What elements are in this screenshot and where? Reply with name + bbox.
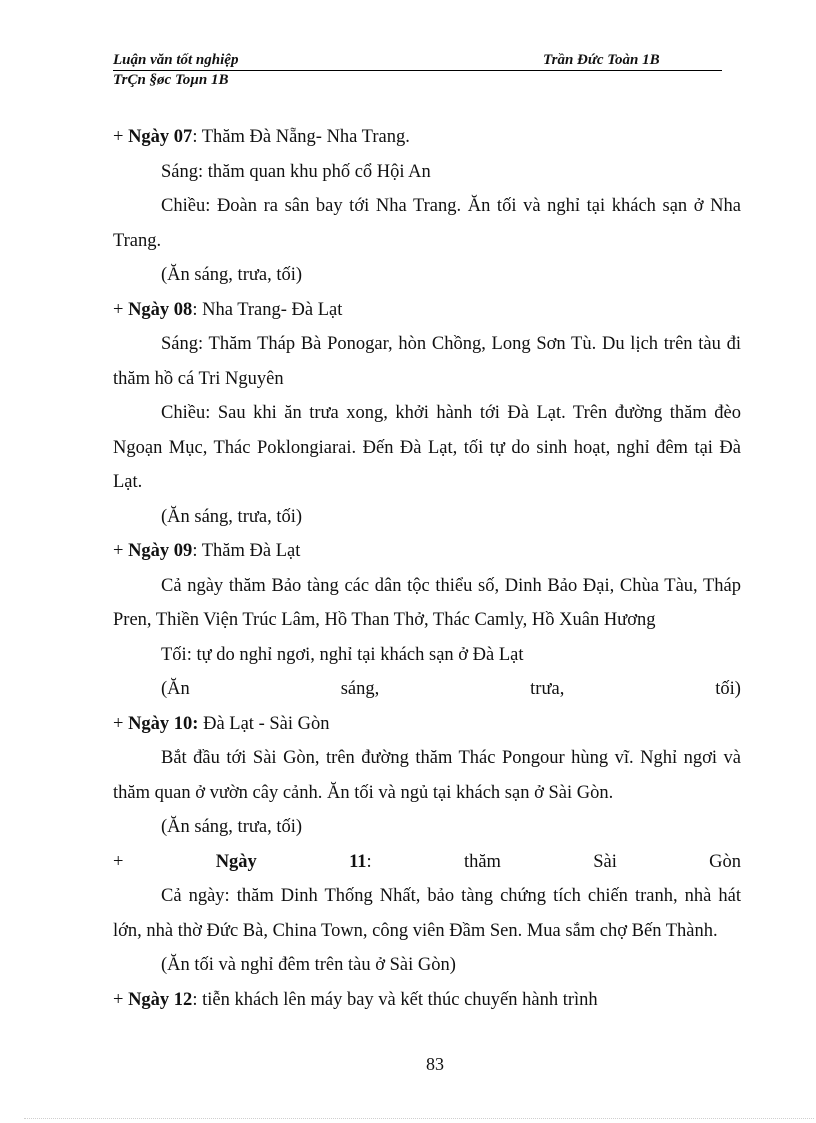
day-11-heading-word: thăm <box>463 851 501 872</box>
day-11-heading-word: Gòn <box>709 851 741 872</box>
day-08-morning: Sáng: Thăm Tháp Bà Ponogar, hòn Chồng, Long Sơn Tù. Du lịch trên tàu đi thăm hồ cá Tri Nguyên <box>113 334 741 389</box>
header-right: Trần Đức Toàn 1B <box>543 52 660 68</box>
day-09-title: : Thăm Đà Lạt <box>192 541 301 561</box>
day-09-prefix: + <box>113 541 129 561</box>
document-body <box>113 120 741 1017</box>
day-10-title: Đà Lạt - Sài Gòn <box>198 713 330 734</box>
day-07-title: : Thăm Đà Nẵng- Nha Trang. <box>192 127 410 147</box>
day-10-meals: (Ăn sáng, trưa, tối) <box>161 817 303 837</box>
day-11-colon: : <box>366 851 372 872</box>
day-09-meals-word: (Ăn <box>161 679 190 699</box>
day-09-meals-word: tối) <box>715 679 741 699</box>
day-11-heading-word: + <box>113 851 124 872</box>
day-12-title: : tiễn khách lên máy bay và kết thúc chuyến hành trình <box>192 989 598 1010</box>
day-12-label: Ngày 12 <box>128 989 193 1010</box>
day-09-meals <box>113 672 741 707</box>
day-11-label: Ngày <box>215 851 257 872</box>
day-11-number: 11 <box>349 851 367 872</box>
day-11-heading <box>113 845 741 880</box>
day-10-heading <box>113 707 741 742</box>
day-08-title: : Nha Trang- Đà Lạt <box>192 299 343 320</box>
header-left: Luận văn tốt nghiệp <box>113 52 239 68</box>
day-11-heading-word: Sài <box>593 851 617 872</box>
day-10-prefix: + <box>113 713 129 734</box>
day-09-meals-word: sáng, <box>340 679 380 699</box>
day-11-fullday: Cả ngày: thăm Dinh Thống Nhất, bảo tàng chứng tích chiến tranh, nhà hát lớn, nhà thờ Đức Bà, China Town, công viên Đầm Sen. Mua sắm chợ Bến Thành. <box>113 886 741 941</box>
day-07-afternoon: Chiều: Đoàn ra sân bay tới Nha Trang. Ăn tối và nghỉ tại khách sạn ở Nha Trang. <box>113 196 741 251</box>
day-08-heading <box>113 293 741 328</box>
day-07-label: Ngày 07 <box>128 127 193 147</box>
footer-divider <box>24 1118 814 1119</box>
day-10-label: Ngày 10: <box>128 713 199 734</box>
header-rule <box>113 70 722 71</box>
day-10-text: Bắt đầu tới Sài Gòn, trên đường thăm Thác Pongour hùng vĩ. Nghỉ ngơi và thăm quan ở vườn cây cảnh. Ăn tối và ngủ tại khách sạn ở Sài Gòn. <box>113 748 741 803</box>
day-09-fullday: Cả ngày thăm Bảo tàng các dân tộc thiểu số, Dinh Bảo Đại, Chùa Tàu, Tháp Pren, Thiền Viện Trúc Lâm, Hồ Than Thở, Thác Camly, Hồ Xuân Hương <box>113 575 741 630</box>
page-number: 83 <box>426 1054 444 1074</box>
day-09-label: Ngày 09 <box>128 541 193 561</box>
day-07-meals: (Ăn sáng, trưa, tối) <box>161 265 303 285</box>
day-08-prefix: + <box>113 299 129 320</box>
day-09-evening: Tối: tự do nghỉ ngơi, nghỉ tại khách sạn ở Đà Lạt <box>161 644 524 665</box>
day-09-heading <box>113 534 741 569</box>
day-07-prefix: + <box>113 127 129 147</box>
day-12-heading <box>113 983 741 1018</box>
day-12-prefix: + <box>113 989 129 1010</box>
day-07-morning: Sáng: thăm quan khu phố cổ Hội An <box>161 161 431 182</box>
day-09-meals-word: trưa, <box>530 679 565 699</box>
day-08-meals: (Ăn sáng, trưa, tối) <box>161 506 303 527</box>
day-11-number-group <box>349 845 372 880</box>
header-sub: TrÇn §øc Toµn 1B <box>113 72 229 88</box>
day-08-afternoon: Chiều: Sau khi ăn trưa xong, khởi hành tới Đà Lạt. Trên đường thăm đèo Ngoạn Mục, Thác Poklongiarai. Đến Đà Lạt, tối tự do sinh hoạt, nghỉ đêm tại Đà Lạt. <box>113 403 741 492</box>
day-07-heading <box>113 120 741 155</box>
day-08-label: Ngày 08 <box>128 299 193 320</box>
day-11-meals: (Ăn tối và nghỉ đêm trên tàu ở Sài Gòn) <box>161 955 456 975</box>
